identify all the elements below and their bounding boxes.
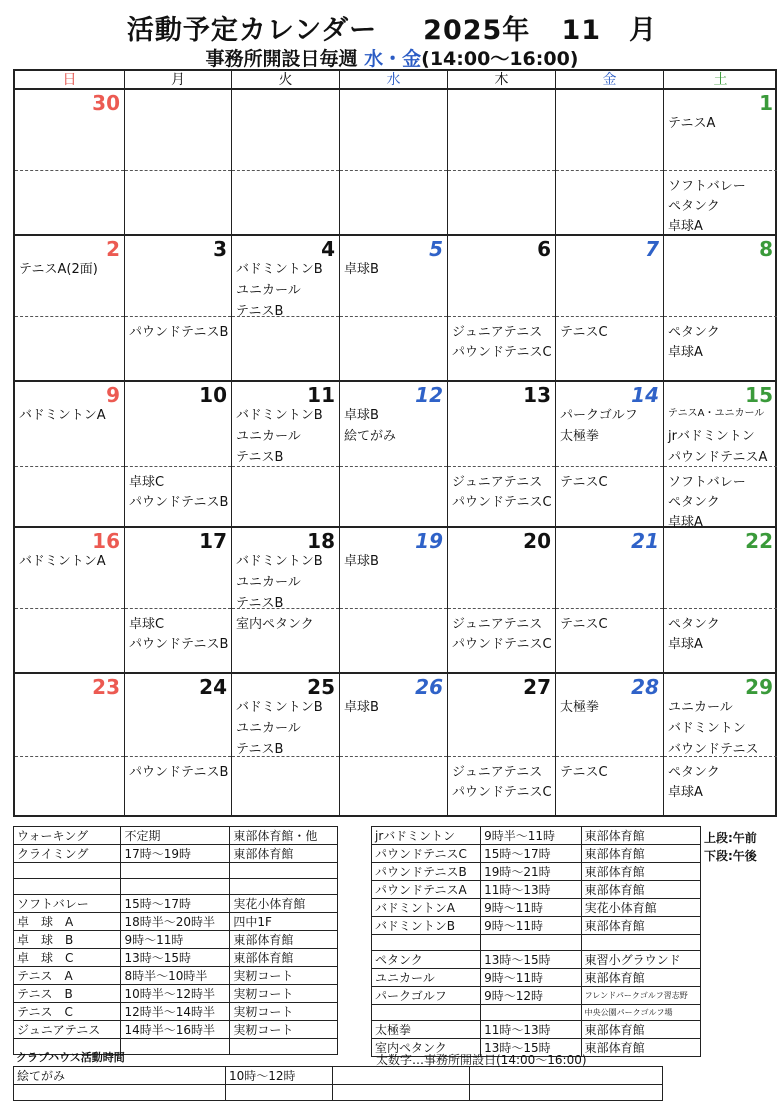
event-pm: 卓球A — [668, 637, 703, 652]
event-am: バウンドテニス — [668, 742, 759, 757]
am-pm-divider — [448, 608, 555, 609]
weekday-header: 木 — [448, 71, 556, 90]
am-pm-divider — [556, 316, 663, 317]
am-pm-divider — [15, 756, 124, 757]
event-pm: ペタンク — [668, 617, 720, 632]
activity-time: 14時半～16時半 — [121, 1021, 230, 1039]
event-pm: 卓球A — [668, 515, 703, 530]
activity-name — [372, 935, 481, 951]
note-upper: 上段:午前 — [704, 831, 757, 845]
schedule-row — [14, 985, 338, 1003]
activity-time: 不定期 — [121, 827, 230, 845]
day-cell — [232, 236, 340, 382]
day-number: 29 — [745, 675, 773, 699]
activity-place: 東部体育館 — [581, 863, 700, 881]
activity-time: 17時～19時 — [121, 845, 230, 863]
day-number: 15 — [745, 383, 773, 407]
day-number: 25 — [307, 675, 335, 699]
weekday-header: 金 — [556, 71, 664, 90]
event-am: テニスB — [236, 450, 284, 465]
activity-name: 卓 球 B — [14, 931, 121, 949]
clubhouse-table — [13, 1066, 663, 1101]
am-pm-divider — [232, 170, 339, 171]
activity-place — [230, 879, 338, 895]
day-number: 16 — [92, 529, 120, 553]
activity-place: 東部体育館 — [230, 949, 338, 967]
activity-time: 18時半～20時半 — [121, 913, 230, 931]
activity-name: パウンドテニスB — [372, 863, 481, 881]
day-number: 28 — [631, 675, 659, 699]
day-number: 8 — [759, 237, 773, 261]
day-cell — [15, 236, 125, 382]
day-number: 21 — [631, 529, 659, 553]
title-text: 活動予定カレンダー — [126, 15, 378, 46]
day-cell — [448, 674, 556, 817]
day-number: 13 — [523, 383, 551, 407]
activity-name: クライミング — [14, 845, 121, 863]
day-cell — [232, 674, 340, 817]
activity-time — [481, 1005, 582, 1021]
weekday-header: 水 — [340, 71, 448, 90]
day-cell — [232, 528, 340, 674]
day-cell — [340, 674, 448, 817]
day-cell — [15, 528, 125, 674]
activity-time: 9時～11時 — [121, 931, 230, 949]
schedule-row — [14, 1003, 338, 1021]
day-number: 26 — [415, 675, 443, 699]
event-pm: パウンドテニスB — [129, 495, 229, 510]
am-pm-divider — [340, 608, 447, 609]
event-pm: ペタンク — [668, 199, 720, 214]
schedule-row — [372, 899, 701, 917]
day-cell — [556, 236, 664, 382]
activity-name: テニス B — [14, 985, 121, 1003]
day-cell — [340, 382, 448, 528]
activity-name: ソフトバレー — [14, 895, 121, 913]
activity-time: 9時～11時 — [481, 917, 582, 935]
schedule-row — [372, 987, 701, 1005]
event-am: 太極拳 — [560, 700, 600, 715]
activity-time: 11時～13時 — [481, 881, 582, 899]
am-pm-divider — [556, 466, 663, 467]
event-am: テニスB — [236, 304, 284, 319]
schedule-row — [14, 879, 338, 895]
am-pm-divider — [556, 170, 663, 171]
event-am: バドミントンB — [236, 700, 323, 715]
activity-place: 実籾コート — [230, 1021, 338, 1039]
activity-place: 東部体育館 — [581, 827, 700, 845]
schedule-row — [14, 863, 338, 879]
event-am: バドミントンB — [236, 262, 323, 277]
day-cell — [448, 236, 556, 382]
event-pm: 卓球A — [668, 345, 703, 360]
event-am: テニスA・ユニカール — [668, 408, 765, 419]
activity-time — [481, 935, 582, 951]
schedule-row — [372, 1021, 701, 1039]
day-number: 11 — [307, 383, 335, 407]
day-cell — [664, 674, 777, 817]
event-pm: 室内ペタンク — [236, 617, 314, 632]
activity-name: ユニカール — [372, 969, 481, 987]
event-pm: ペタンク — [668, 495, 720, 510]
schedule-row — [14, 931, 338, 949]
am-pm-divider — [448, 170, 555, 171]
activity-name: パウンドテニスC — [372, 845, 481, 863]
am-pm-divider — [125, 466, 231, 467]
day-number: 5 — [429, 237, 443, 261]
activity-place: 東部体育館 — [230, 845, 338, 863]
day-cell — [664, 528, 777, 674]
day-cell — [340, 236, 448, 382]
event-am: ユニカール — [668, 700, 733, 715]
day-cell — [448, 90, 556, 236]
activity-place: 四中1F — [230, 913, 338, 931]
event-pm: テニスC — [560, 765, 608, 780]
day-cell — [664, 90, 777, 236]
schedule-row — [372, 863, 701, 881]
day-cell — [232, 90, 340, 236]
event-pm: ペタンク — [668, 325, 720, 340]
am-pm-divider — [664, 608, 777, 609]
activity-name — [14, 879, 121, 895]
day-cell — [125, 90, 232, 236]
activity-name: jrバドミントン — [372, 827, 481, 845]
activity-time: 13時～15時 — [121, 949, 230, 967]
activity-time: 10時半～12時半 — [121, 985, 230, 1003]
day-cell — [448, 528, 556, 674]
schedule-row — [14, 1021, 338, 1039]
page-subtitle — [0, 44, 784, 71]
activity-place — [581, 935, 700, 951]
activity-time — [121, 1039, 230, 1055]
activity-name — [14, 863, 121, 879]
schedule-row — [372, 969, 701, 987]
schedule-row — [14, 827, 338, 845]
note-lower: 下段:午後 — [704, 849, 757, 863]
day-number: 17 — [199, 529, 227, 553]
schedule-row — [14, 895, 338, 913]
day-cell — [340, 90, 448, 236]
activity-name: バドミントンA — [372, 899, 481, 917]
event-pm: ソフトバレー — [668, 179, 746, 194]
clubhouse-heading: クラブハウス活動時間 — [16, 1051, 125, 1064]
day-number: 23 — [92, 675, 120, 699]
day-cell — [556, 528, 664, 674]
activity-place: 東習小グラウンド — [581, 951, 700, 969]
event-am: ユニカール — [236, 721, 301, 736]
day-number: 24 — [199, 675, 227, 699]
day-cell — [556, 674, 664, 817]
schedule-row — [372, 1005, 701, 1021]
subtitle-prefix: 事務所開設日毎週 — [205, 48, 358, 70]
event-am: ユニカール — [236, 283, 301, 298]
event-pm: 卓球A — [668, 219, 703, 234]
event-pm: ジュニアテニス — [452, 617, 543, 632]
event-pm: ジュニアテニス — [452, 475, 543, 490]
day-cell — [15, 674, 125, 817]
am-pm-divider — [15, 608, 124, 609]
am-pm-divider — [556, 756, 663, 757]
activity-place: 実籾コート — [230, 967, 338, 985]
activity-time: 9時～11時 — [481, 899, 582, 917]
activity-place: 実花小体育館 — [230, 895, 338, 913]
schedule-row — [372, 845, 701, 863]
day-number: 10 — [199, 383, 227, 407]
event-am: 太極拳 — [560, 429, 600, 444]
activity-name: パウンドテニスA — [372, 881, 481, 899]
event-pm: パウンドテニスC — [452, 637, 552, 652]
activity-name: パークゴルフ — [372, 987, 481, 1005]
day-number: 14 — [631, 383, 659, 407]
activity-name: ウォーキング — [14, 827, 121, 845]
day-cell — [15, 90, 125, 236]
activity-time — [121, 863, 230, 879]
day-number: 19 — [415, 529, 443, 553]
day-number: 1 — [759, 91, 773, 115]
activity-place: 東部体育館 — [581, 1039, 700, 1057]
activity-place: 実花小体育館 — [581, 899, 700, 917]
am-pm-divider — [125, 316, 231, 317]
day-cell — [556, 90, 664, 236]
am-pm-divider — [15, 466, 124, 467]
event-am: バドミントンB — [236, 408, 323, 423]
activity-place — [230, 1039, 338, 1055]
event-am: ユニカール — [236, 575, 301, 590]
day-cell — [125, 674, 232, 817]
activity-time: 9時～11時 — [481, 969, 582, 987]
event-am: バドミントン — [668, 721, 746, 736]
event-pm: パウンドテニスC — [452, 345, 552, 360]
event-am: バドミントンA — [19, 554, 106, 569]
am-pm-divider — [15, 316, 124, 317]
activity-time: 9時半～11時 — [481, 827, 582, 845]
schedule-row — [14, 845, 338, 863]
activity-time: 19時～21時 — [481, 863, 582, 881]
event-pm: テニスC — [560, 475, 608, 490]
day-number: 4 — [321, 237, 335, 261]
event-pm: ペタンク — [668, 765, 720, 780]
activity-place: 東部体育館 — [581, 881, 700, 899]
day-number: 7 — [645, 237, 659, 261]
event-am: jrバドミントン — [668, 429, 755, 444]
am-pm-divider — [125, 756, 231, 757]
activity-place: 東部体育館 — [581, 1021, 700, 1039]
day-cell — [15, 382, 125, 528]
am-pm-divider — [15, 170, 124, 171]
event-pm: ジュニアテニス — [452, 325, 543, 340]
day-cell — [556, 382, 664, 528]
day-number: 12 — [415, 383, 443, 407]
activity-place: 実籾コート — [230, 1003, 338, 1021]
event-am: 絵てがみ — [344, 429, 397, 444]
event-am: ユニカール — [236, 429, 301, 444]
day-cell — [232, 382, 340, 528]
am-pm-divider — [340, 170, 447, 171]
activity-time: 15時～17時 — [481, 845, 582, 863]
activity-place: 東部体育館 — [581, 845, 700, 863]
event-pm: 卓球A — [668, 785, 703, 800]
activity-place — [230, 863, 338, 879]
am-pm-divider — [448, 756, 555, 757]
event-pm: 卓球C — [129, 617, 165, 632]
event-pm: パウンドテニスB — [129, 765, 229, 780]
day-cell — [664, 236, 777, 382]
event-am: 卓球B — [344, 262, 379, 277]
event-am: 卓球B — [344, 408, 379, 423]
weekday-header: 土 — [664, 71, 777, 90]
event-am: パークゴルフ — [560, 408, 638, 423]
activity-time: 9時～12時 — [481, 987, 582, 1005]
event-pm: テニスC — [560, 325, 608, 340]
schedule-table-right — [371, 826, 701, 1057]
event-am: 卓球B — [344, 554, 379, 569]
am-pm-divider — [664, 466, 777, 467]
event-am: テニスA — [668, 116, 716, 131]
day-cell — [448, 382, 556, 528]
activity-place: 東部体育館 — [581, 969, 700, 987]
am-pm-divider — [232, 466, 339, 467]
event-am: バドミントンB — [236, 554, 323, 569]
day-number: 30 — [92, 91, 120, 115]
event-am: 卓球B — [344, 700, 379, 715]
footnote: 太数字…事務所開設日(14:00～16:00) — [376, 1053, 587, 1067]
activity-time: 13時～15時 — [481, 951, 582, 969]
activity-name: バドミントンB — [372, 917, 481, 935]
event-am: テニスB — [236, 742, 284, 757]
schedule-row — [14, 967, 338, 985]
schedule-row — [14, 949, 338, 967]
event-am: パウンドテニスA — [668, 450, 768, 465]
activity-name: 卓 球 C — [14, 949, 121, 967]
schedule-table-left — [13, 826, 338, 1055]
am-pm-divider — [556, 608, 663, 609]
activity-time — [121, 879, 230, 895]
calendar-grid — [13, 69, 777, 817]
event-am: バドミントンA — [19, 408, 106, 423]
event-pm: テニスC — [560, 617, 608, 632]
activity-place: 実籾コート — [230, 985, 338, 1003]
event-pm: パウンドテニスC — [452, 785, 552, 800]
day-number: 2 — [106, 237, 120, 261]
am-pm-divider — [340, 756, 447, 757]
schedule-row — [372, 881, 701, 899]
event-pm: ソフトバレー — [668, 475, 746, 490]
subtitle-days: 水・金 — [364, 48, 422, 70]
event-pm: ジュニアテニス — [452, 765, 543, 780]
activity-time: 8時半～10時半 — [121, 967, 230, 985]
event-pm: パウンドテニスC — [452, 495, 552, 510]
schedule-row — [372, 951, 701, 969]
weekday-header: 火 — [232, 71, 340, 90]
day-cell — [125, 236, 232, 382]
event-pm: 卓球C — [129, 475, 165, 490]
subtitle-hours: (14:00～16:00) — [421, 48, 579, 70]
day-number: 9 — [106, 383, 120, 407]
clubhouse-activity: 絵てがみ — [14, 1067, 226, 1085]
activity-name: 太極拳 — [372, 1021, 481, 1039]
schedule-row — [372, 935, 701, 951]
day-number: 20 — [523, 529, 551, 553]
activity-name: テニス C — [14, 1003, 121, 1021]
activity-time: 12時半～14時半 — [121, 1003, 230, 1021]
day-number: 3 — [213, 237, 227, 261]
activity-time: 13時～15時 — [481, 1039, 582, 1057]
event-pm: パウンドテニスB — [129, 325, 229, 340]
activity-place: フレンドパークゴルフ習志野 — [581, 987, 700, 1005]
activity-place: 中央公園パークゴルフ場 — [581, 1005, 700, 1021]
day-number: 22 — [745, 529, 773, 553]
event-am: テニスA(2面) — [19, 262, 98, 277]
day-cell — [664, 382, 777, 528]
activity-name: 室内ペタンク — [372, 1039, 481, 1057]
activity-place: 東部体育館 — [230, 931, 338, 949]
activity-name: ペタンク — [372, 951, 481, 969]
event-am: テニスB — [236, 596, 284, 611]
day-cell — [125, 382, 232, 528]
am-pm-divider — [448, 316, 555, 317]
activity-time: 15時～17時 — [121, 895, 230, 913]
day-cell — [340, 528, 448, 674]
weekday-header: 月 — [125, 71, 232, 90]
activity-name: テニス A — [14, 967, 121, 985]
am-pm-divider — [664, 316, 777, 317]
clubhouse-hours: 10時～12時 — [226, 1067, 333, 1085]
am-pm-divider — [340, 316, 447, 317]
am-pm-divider — [448, 466, 555, 467]
schedule-row — [372, 917, 701, 935]
am-pm-divider — [664, 170, 777, 171]
am-pm-divider — [125, 170, 231, 171]
day-number: 18 — [307, 529, 335, 553]
weekday-header: 日 — [15, 71, 125, 90]
am-pm-divider — [340, 466, 447, 467]
activity-time: 11時～13時 — [481, 1021, 582, 1039]
schedule-row — [372, 827, 701, 845]
activity-place: 東部体育館 — [581, 917, 700, 935]
day-number: 6 — [537, 237, 551, 261]
am-pm-divider — [125, 608, 231, 609]
activity-name — [372, 1005, 481, 1021]
day-number: 27 — [523, 675, 551, 699]
title-month: 11 月 — [561, 15, 658, 46]
activity-name: 卓 球 A — [14, 913, 121, 931]
day-cell — [125, 528, 232, 674]
event-pm: パウンドテニスB — [129, 637, 229, 652]
schedule-row — [14, 913, 338, 931]
activity-place: 東部体育館・他 — [230, 827, 338, 845]
activity-name: ジュニアテニス — [14, 1021, 121, 1039]
page-title — [0, 8, 784, 47]
title-year: 2025年 — [423, 15, 531, 46]
